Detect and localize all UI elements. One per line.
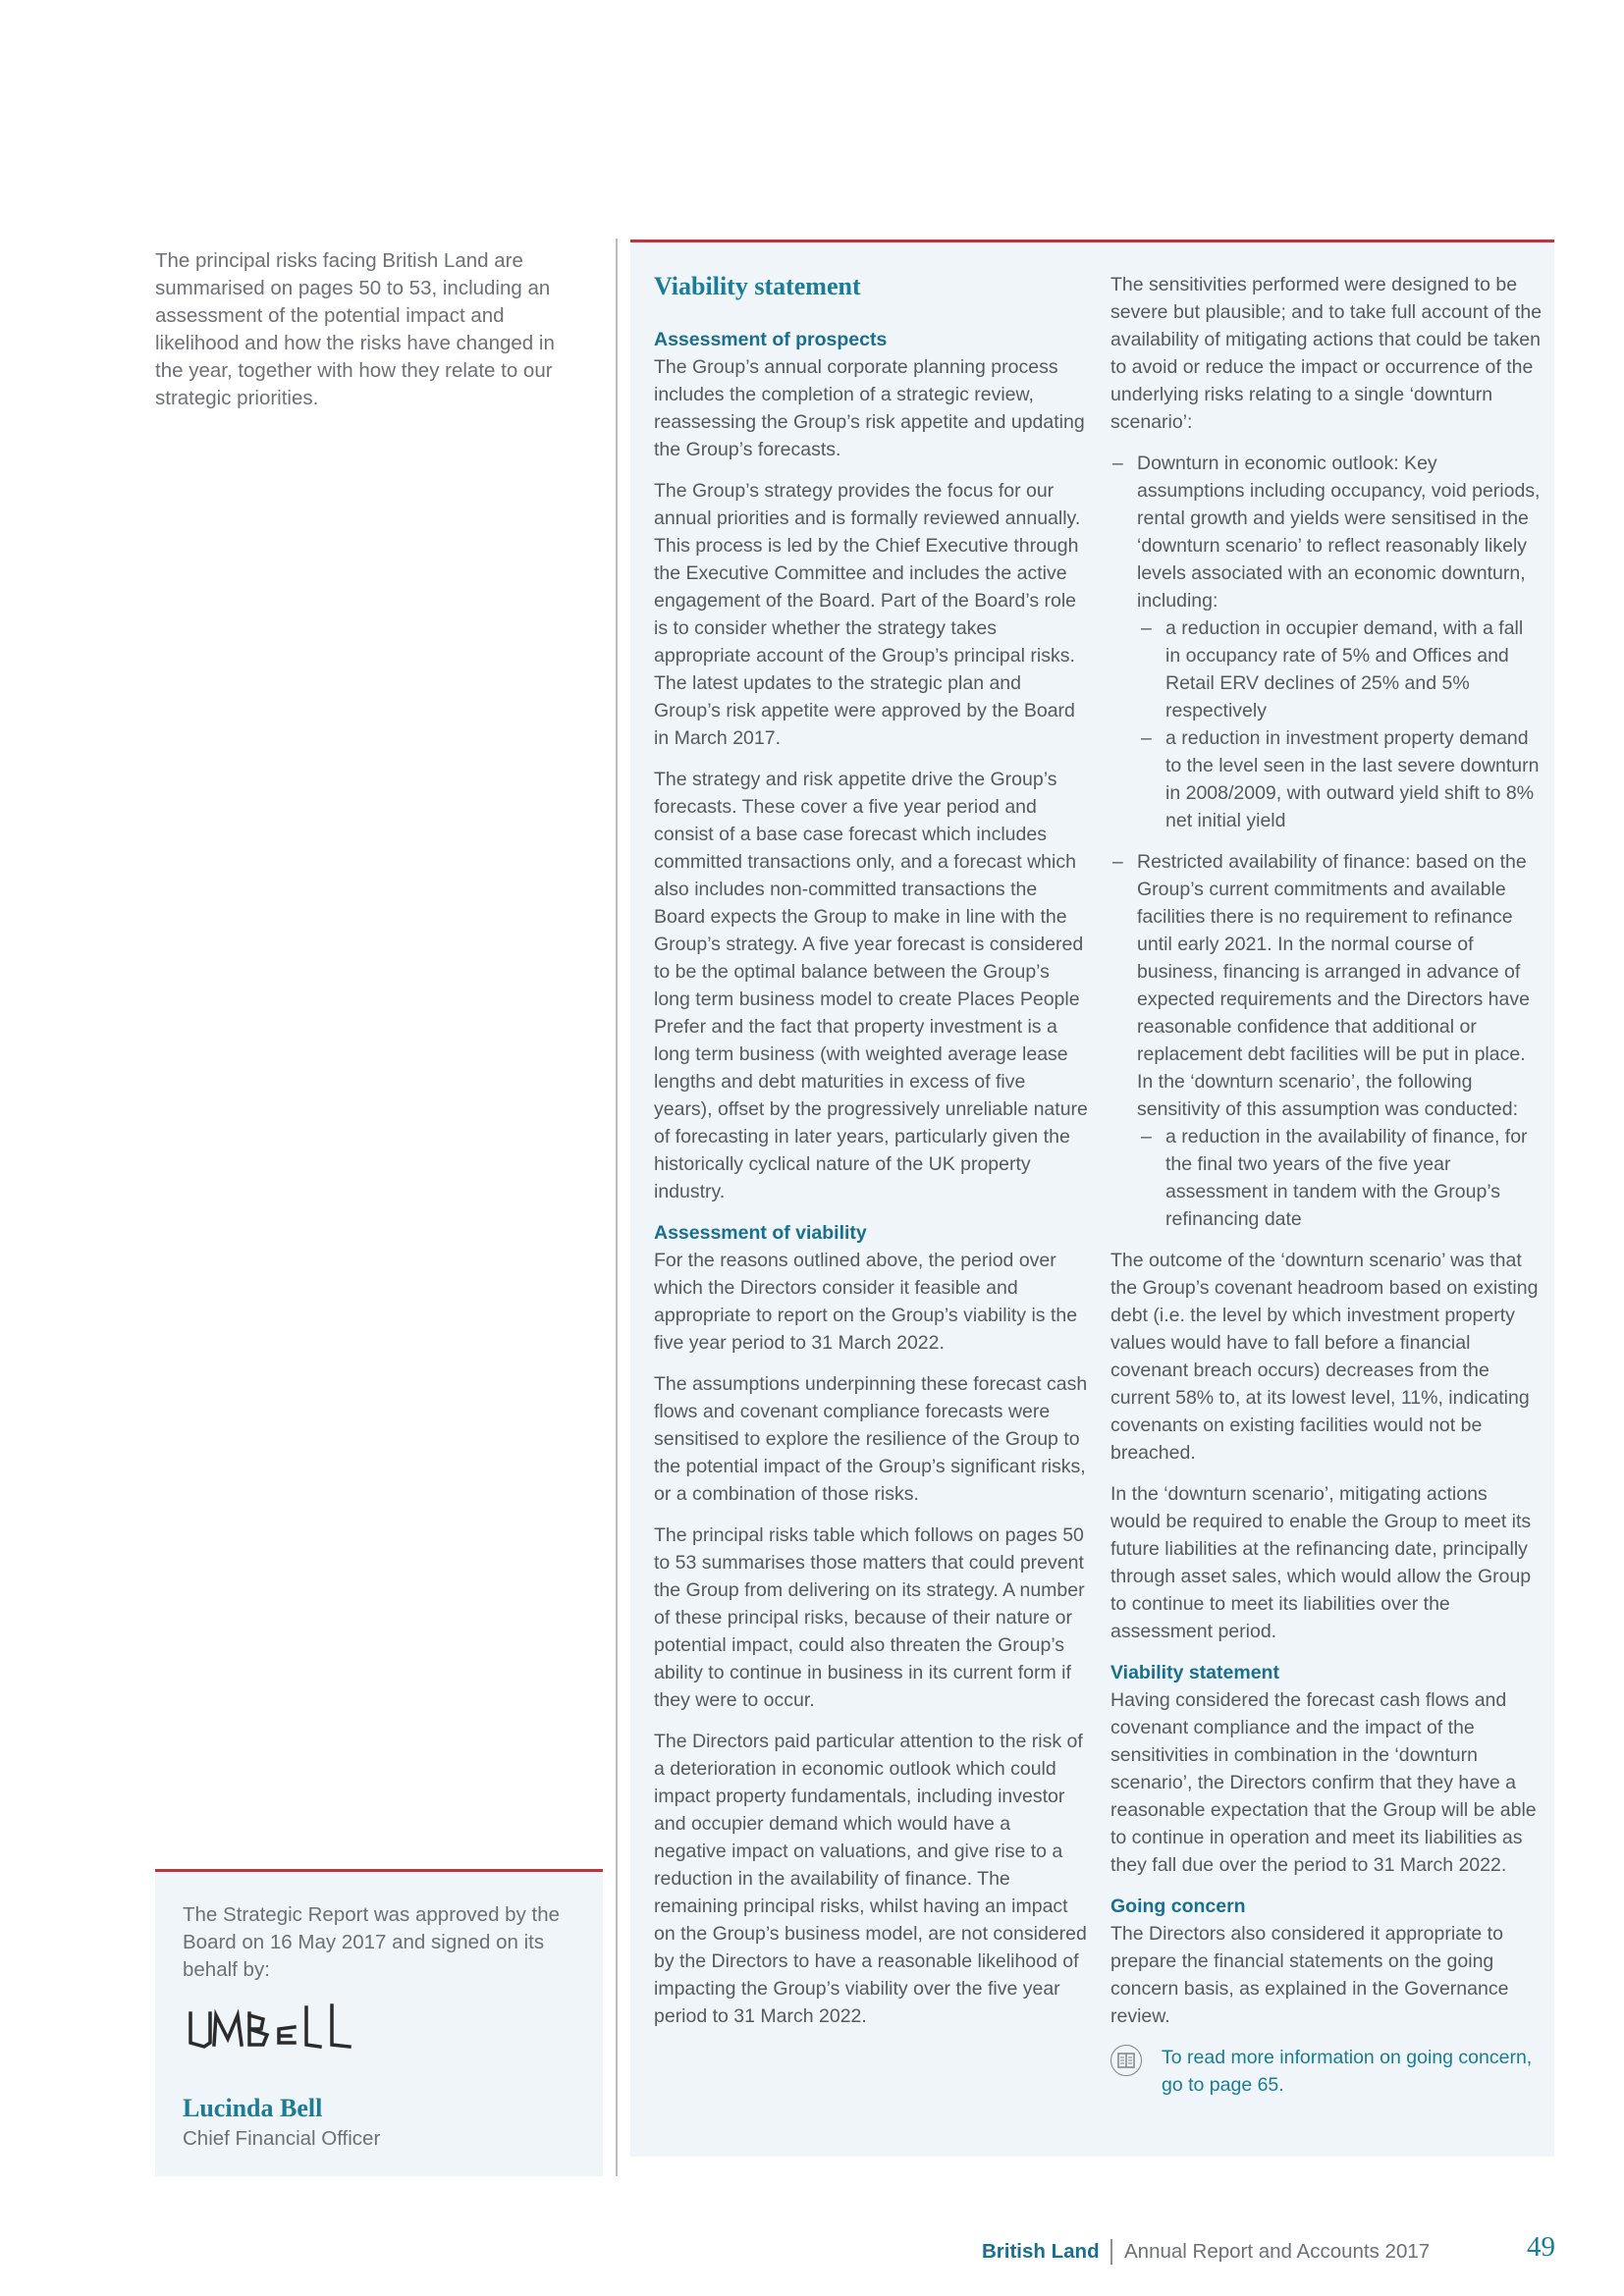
list-item: – a reduction in occupier demand, with a fall in occupancy rate of 5% and Offices and Retail ERV declines of 25% and 5% respectively xyxy=(1137,614,1543,724)
list-item xyxy=(1110,450,1543,834)
assessment-paragraph: The principal risks table which follows on pages 50 to 53 summarises those matters that could prevent the Group from delivering on its strategy. A number of these principal risks, because of their nature or potential impact, could also threaten the Group’s ability to continue in business in its current form if they were to occur. xyxy=(654,1524,1085,1711)
going-concern-link[interactable] xyxy=(1110,2044,1543,2099)
book-icon xyxy=(1110,2045,1142,2076)
statement-heading: Viability statement xyxy=(1110,1662,1279,1683)
bullet-text: Restricted availability of finance: based on the Group’s current commitments and available facilities there is no requirement to refinance until early 2021. In the normal course of business, financing is arranged in advance of expected requirements and the Directors have reasonable confidence that additional or replacement debt facilities will be put in place. In the ‘downturn scenario’, the following sensitivity of this assumption was conducted: xyxy=(1137,851,1530,1120)
page-number: 49 xyxy=(1527,2231,1555,2263)
going-concern-link-text[interactable]: To read more information on going concern, go to page 65. xyxy=(1162,2047,1533,2096)
footer-separator xyxy=(1110,2239,1112,2265)
footer-report-title: Annual Report and Accounts 2017 xyxy=(1124,2240,1431,2263)
outcome-paragraph: The outcome of the ‘downturn scenario’ was that the Group’s covenant headroom based on existing debt (i.e. the level by which investment property values would have to fall before a financial covenant breach occurs) decreases from the current 58% to, at its lowest level, 11%, indicating covenants on existing facilities would not be breached. xyxy=(1110,1250,1539,1464)
signer-name: Lucinda Bell xyxy=(183,2094,323,2122)
signer-title: Chief Financial Officer xyxy=(183,2127,381,2150)
sensitivities-intro: The sensitivities performed were designed to be severe but plausible; and to take full account of the availability of mitigating actions that could be taken to avoid or reduce the impact or occurrence of the underlying risks relating to a single ‘downturn scenario’: xyxy=(1110,274,1543,433)
prospects-paragraph: The strategy and risk appetite drive the Group’s forecasts. These cover a five year period and consist of a base case forecast which includes committed transactions only, and a forecast which also includes non-committed transactions the Board expects the Group to make in line with the Group’s strategy. A five year forecast is considered to be the optimal balance between the Group’s long term business model to create Places People Prefer and the fact that property investment is a long term business (with weighted average lease lengths and debt maturities in excess of five years), offset by the progressively unreliable nature of forecasting in later years, particularly given the historically cyclical nature of the UK property industry. xyxy=(654,769,1088,1202)
assessment-heading: Assessment of viability xyxy=(654,1222,867,1244)
statement-paragraph: Having considered the forecast cash flows and covenant compliance and the impact of the sensitivities in combination in the ‘downturn scenario’, the Directors confirm that they have a reasonable expectation that the Group will be able to continue in operation and meet its liabilities as they fall due over the period to 31 March 2022. xyxy=(1110,1689,1537,1876)
viability-column-right xyxy=(1110,271,1543,2099)
sensitivities-list xyxy=(1110,450,1543,1233)
intro-text: The principal risks facing British Land are summarised on pages 50 to 53, including an assessment of the potential impact and likelihood and how the risks have changed in the year, together with how they relate to our strategic priorities. xyxy=(155,249,555,409)
list-item: – a reduction in the availability of finance, for the final two years of the five year assessment in tandem with the Group’s refinancing date xyxy=(1137,1123,1543,1233)
prospects-paragraph: The Group’s strategy provides the focus for our annual priorities and is formally reviewed annually. This process is led by the Chief Executive through the Executive Committee and includes the active engagement of the Board. Part of the Board’s role is to consider whether the strategy takes appropriate account of the Group’s principal risks. The latest updates to the strategic plan and Group’s risk appetite were approved by the Board in March 2017. xyxy=(654,480,1081,749)
approval-text: The Strategic Report was approved by the Board on 16 May 2017 and signed on its behalf by: xyxy=(183,1903,561,1981)
prospects-paragraph: The Group’s annual corporate planning process includes the completion of a strategic review, reassessing the Group’s risk appetite and updating the Group’s forecasts. xyxy=(654,356,1085,460)
signature xyxy=(185,2000,371,2068)
assessment-paragraph: The Directors paid particular attention to the risk of a deterioration in economic outlook which could impact property fundamentals, including investor and occupier demand which would have a negative impact on valuations, and give rise to a reduction in the availability of finance. The remaining principal risks, whilst having an impact on the Group’s business model, are not considered by the Directors to have a reasonable likelihood of impacting the Group’s viability over the five year period to 31 March 2022. xyxy=(654,1731,1087,2027)
footer-brand: British Land xyxy=(982,2240,1100,2263)
viability-column-left xyxy=(654,271,1088,2044)
going-concern-paragraph: The Directors also considered it appropriate to prepare the financial statements on the going concern basis, as explained in the Governance review. xyxy=(1110,1923,1509,2027)
assessment-paragraph: The assumptions underpinning these forecast cash flows and covenant compliance forecasts were sensitised to explore the resilience of the Group to the potential impact of the Group’s significant risks, or a combination of those risks. xyxy=(654,1373,1088,1505)
bullet-text: Downturn in economic outlook: Key assumptions including occupancy, void periods, rental growth and yields were sensitised in the ‘downturn scenario’ to reflect reasonably likely levels associated with an economic downturn, including: xyxy=(1137,453,1541,612)
prospects-heading: Assessment of prospects xyxy=(654,329,888,350)
list-item xyxy=(1110,848,1543,1233)
list-item: – a reduction in investment property demand to the level seen in the last severe downturn in 2008/2009, with outward yield shift to 8% net initial yield xyxy=(1137,724,1543,834)
going-concern-heading: Going concern xyxy=(1110,1896,1246,1917)
assessment-paragraph: For the reasons outlined above, the period over which the Directors consider it feasible and appropriate to report on the Group’s viability is the five year period to 31 March 2022. xyxy=(654,1250,1078,1354)
viability-title: Viability statement xyxy=(654,272,861,300)
mitigation-paragraph: In the ‘downturn scenario’, mitigating actions would be required to enable the Group to meet its future liabilities at the refinancing date, principally through asset sales, which would allow the Group to continue to meet its liabilities over the assessment period. xyxy=(1110,1483,1532,1642)
column-divider xyxy=(616,239,618,2176)
approval-box xyxy=(155,1872,603,2176)
